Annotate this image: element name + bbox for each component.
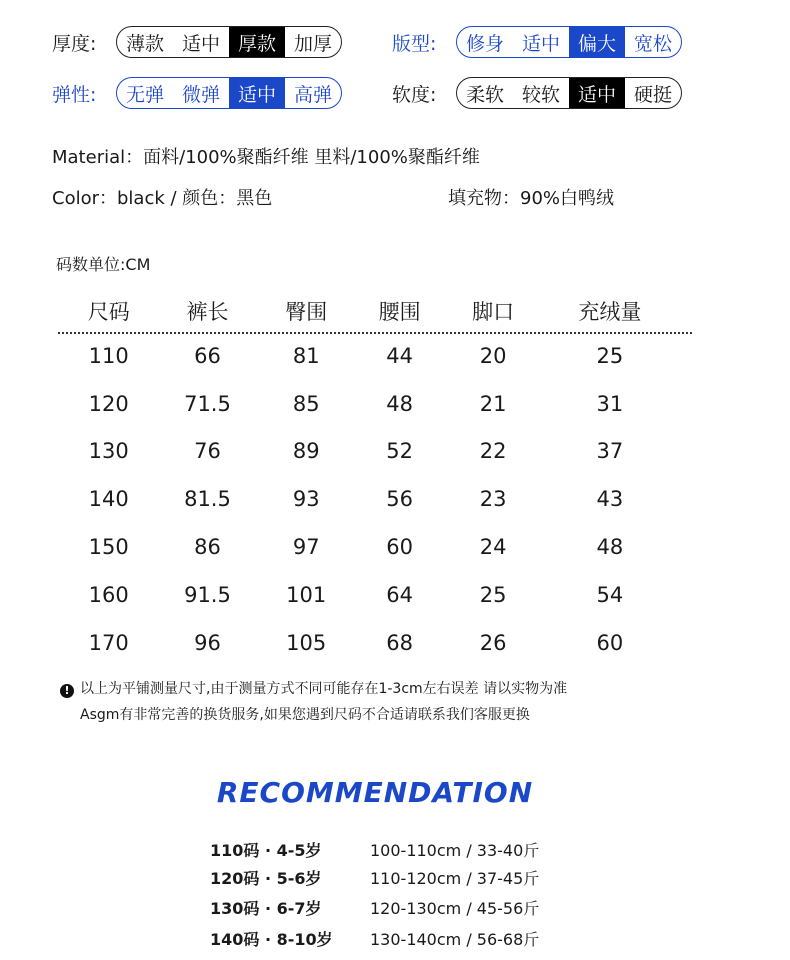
table-cell: 110	[88, 343, 129, 368]
column-header: 臀围	[285, 300, 328, 324]
table-cell: 20	[479, 343, 507, 368]
recommendation-size-age: 110码 · 4-5岁	[210, 841, 322, 860]
recommendation-row	[210, 927, 539, 950]
table-row	[62, 428, 680, 476]
table-cell: 101	[286, 582, 327, 607]
attr-label: 版型:	[392, 32, 437, 55]
table-cell: 21	[479, 391, 507, 416]
table-cell: 97	[292, 535, 320, 560]
table-cell: 43	[596, 487, 624, 512]
table-cell: 52	[386, 439, 413, 464]
option: 柔软	[466, 83, 505, 106]
table-cell: 105	[286, 630, 327, 655]
table-cell: 23	[479, 487, 507, 512]
column-header: 腰围	[378, 300, 421, 324]
table-cell: 89	[292, 439, 320, 464]
table-cell: 68	[386, 630, 413, 655]
recommendation-size-age: 120码 · 5-6岁	[210, 869, 322, 888]
option: 微弹	[182, 83, 221, 106]
column-header: 尺码	[87, 300, 130, 324]
table-row	[62, 571, 680, 619]
table-cell: 91.5	[184, 582, 231, 607]
recommendation-row	[210, 896, 539, 919]
table-cell: 60	[386, 535, 413, 560]
table-cell: 85	[292, 391, 320, 416]
note-line-1	[60, 678, 567, 698]
recommendation-row	[210, 838, 539, 861]
attr-options	[116, 26, 342, 58]
table-cell: 24	[479, 535, 507, 560]
table-cell: 48	[596, 535, 624, 560]
attr-options	[116, 77, 342, 109]
table-cell: 48	[386, 391, 413, 416]
recommendation-row	[210, 866, 539, 889]
table-row	[62, 380, 680, 428]
table-cell: 56	[386, 487, 413, 512]
option: 无弹	[126, 83, 165, 106]
attr-softness	[392, 76, 682, 110]
size-table-body	[62, 332, 680, 667]
option: 薄款	[126, 32, 165, 55]
material-text: Material：面料/100%聚酯纤维 里料/100%聚酯纤维	[52, 147, 480, 168]
filling-text: 填充物：90%白鸭绒	[448, 188, 615, 209]
table-cell: 26	[479, 630, 507, 655]
table-cell: 81.5	[184, 487, 231, 512]
attr-elasticity	[52, 76, 342, 110]
table-cell: 37	[596, 439, 624, 464]
column-header: 脚口	[472, 300, 515, 324]
table-cell: 86	[194, 535, 221, 560]
table-cell: 54	[596, 582, 624, 607]
note-text: 以上为平铺测量尺寸,由于测量方式不同可能存在1-3cm左右误差 请以实物为准	[80, 681, 568, 697]
table-cell: 93	[292, 487, 320, 512]
recommendation-spec: 110-120cm / 37-45斤	[370, 869, 540, 888]
option-selected: 适中	[569, 78, 625, 108]
table-cell: 96	[194, 630, 221, 655]
table-cell: 31	[596, 391, 624, 416]
note-line-2	[80, 704, 530, 724]
table-cell: 130	[88, 439, 129, 464]
size-table	[62, 290, 680, 667]
column-header: 裤长	[186, 300, 229, 324]
table-cell: 44	[386, 343, 413, 368]
option-selected: 厚款	[229, 27, 285, 57]
recommendation-spec: 100-110cm / 33-40斤	[370, 841, 540, 860]
table-cell: 25	[479, 582, 507, 607]
table-row	[62, 523, 680, 571]
recommendation-spec: 120-130cm / 45-56斤	[370, 899, 540, 918]
option-selected: 适中	[229, 78, 285, 108]
option: 加厚	[294, 32, 333, 55]
option: 适中	[182, 32, 221, 55]
recommendation-spec: 130-140cm / 56-68斤	[370, 930, 540, 949]
option: 适中	[522, 32, 561, 55]
table-row	[62, 475, 680, 523]
table-row	[62, 332, 680, 380]
table-cell: 76	[194, 439, 221, 464]
note-text: Asgm有非常完善的换货服务,如果您遇到尺码不合适请联系我们客服更换	[80, 707, 530, 723]
table-cell: 170	[88, 630, 129, 655]
table-cell: 66	[194, 343, 221, 368]
option-selected: 偏大	[569, 27, 625, 57]
option: 宽松	[634, 32, 673, 55]
option: 硬挺	[634, 83, 673, 106]
exclamation-icon: !	[60, 684, 74, 698]
attr-fit	[392, 25, 682, 59]
color-text: Color：black / 颜色：黑色	[52, 188, 273, 209]
size-unit: 码数单位:CM	[56, 255, 151, 274]
attr-label: 厚度:	[52, 32, 97, 55]
table-cell: 150	[88, 535, 129, 560]
option: 较软	[522, 83, 561, 106]
attr-label: 软度:	[392, 83, 437, 106]
attr-label: 弹性:	[52, 83, 97, 106]
recommendation-size-age: 130码 · 6-7岁	[210, 899, 322, 918]
attr-thickness	[52, 25, 342, 59]
table-row	[62, 619, 680, 667]
table-cell: 64	[386, 582, 413, 607]
table-cell: 81	[292, 343, 320, 368]
column-header: 充绒量	[578, 300, 642, 324]
table-cell: 140	[88, 487, 129, 512]
recommendation-title: RECOMMENDATION	[216, 776, 534, 809]
option: 修身	[466, 32, 505, 55]
attr-options	[456, 77, 682, 109]
table-cell: 160	[88, 582, 129, 607]
table-cell: 120	[88, 391, 129, 416]
option: 高弹	[294, 83, 333, 106]
table-cell: 25	[596, 343, 624, 368]
table-cell: 22	[479, 439, 507, 464]
table-cell: 60	[596, 630, 624, 655]
table-header-row	[62, 290, 680, 332]
recommendation-size-age: 140码 · 8-10岁	[210, 930, 333, 949]
attr-options	[456, 26, 682, 58]
table-cell: 71.5	[184, 391, 231, 416]
